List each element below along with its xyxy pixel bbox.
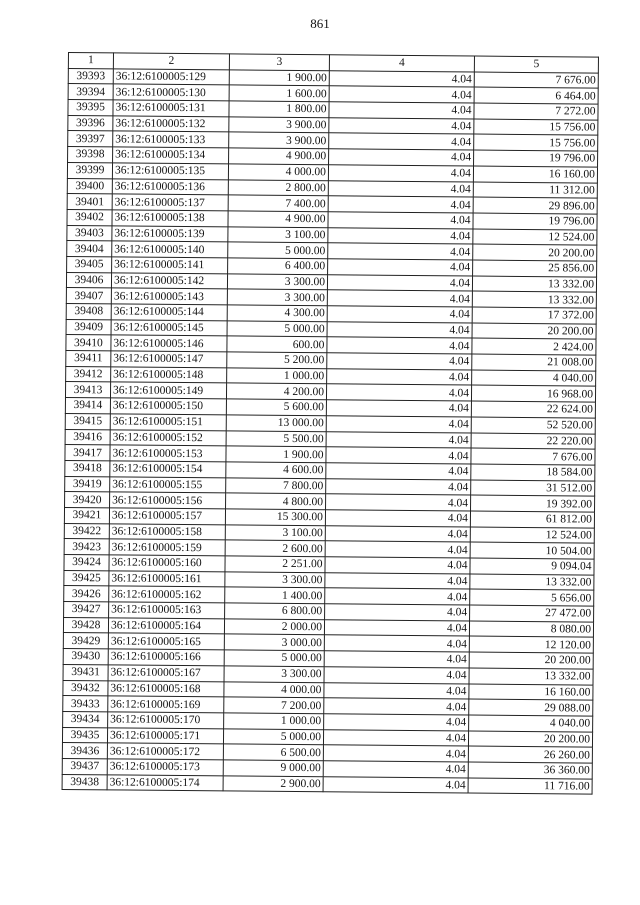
row-number-cell: 39409 <box>66 319 111 335</box>
row-number-cell: 39402 <box>67 209 112 225</box>
area-value-cell: 3 900.00 <box>229 132 329 149</box>
rate-value-cell: 4.04 <box>324 651 469 668</box>
row-number-cell: 39425 <box>64 570 109 586</box>
row-number-cell: 39406 <box>66 272 111 288</box>
rate-value-cell: 4.04 <box>326 384 471 401</box>
rate-value-cell: 4.04 <box>329 133 474 150</box>
cadastral-number-cell: 36:12:6100005:160 <box>109 555 225 572</box>
total-value-cell: 13 332.00 <box>472 291 596 308</box>
row-number-cell: 39414 <box>65 398 110 414</box>
rate-value-cell: 4.04 <box>324 714 469 731</box>
row-number-cell: 39400 <box>67 178 112 194</box>
total-value-cell: 20 200.00 <box>469 652 593 669</box>
rate-value-cell: 4.04 <box>325 604 470 621</box>
total-value-cell: 9 094.04 <box>470 558 594 575</box>
cadastral-number-cell: 36:12:6100005:168 <box>108 680 224 697</box>
total-value-cell: 12 524.00 <box>470 527 594 544</box>
row-number-cell: 39415 <box>65 413 110 429</box>
area-value-cell: 6 500.00 <box>223 744 323 761</box>
total-value-cell: 22 624.00 <box>471 401 595 418</box>
cadastral-number-cell: 36:12:6100005:165 <box>108 633 224 650</box>
total-value-cell: 20 200.00 <box>468 731 592 748</box>
cadastral-number-cell: 36:12:6100005:159 <box>109 539 225 556</box>
rate-value-cell: 4.04 <box>328 212 473 229</box>
cadastral-number-cell: 36:12:6100005:150 <box>110 398 226 415</box>
cadastral-number-cell: 36:12:6100005:144 <box>111 304 227 321</box>
row-number-cell: 39421 <box>64 507 109 523</box>
column-header-2: 2 <box>113 53 229 70</box>
cadastral-number-cell: 36:12:6100005:157 <box>109 508 225 525</box>
area-value-cell: 7 800.00 <box>226 477 326 494</box>
rate-value-cell: 4.04 <box>329 118 474 135</box>
area-value-cell: 4 900.00 <box>229 148 329 165</box>
area-value-cell: 4 900.00 <box>228 211 328 228</box>
area-value-cell: 2 800.00 <box>228 179 328 196</box>
total-value-cell: 29 896.00 <box>473 197 597 214</box>
cadastral-number-cell: 36:12:6100005:135 <box>112 163 228 180</box>
row-number-cell: 39412 <box>66 366 111 382</box>
row-number-cell: 39417 <box>65 445 110 461</box>
rate-value-cell: 4.04 <box>326 463 471 480</box>
area-value-cell: 1 900.00 <box>229 70 329 87</box>
total-value-cell: 52 520.00 <box>471 417 595 434</box>
cadastral-number-cell: 36:12:6100005:148 <box>111 367 227 384</box>
total-value-cell: 17 372.00 <box>472 307 596 324</box>
area-value-cell: 2 251.00 <box>225 556 325 573</box>
cadastral-number-cell: 36:12:6100005:142 <box>111 273 227 290</box>
cadastral-number-cell: 36:12:6100005:141 <box>112 257 228 274</box>
rate-value-cell: 4.04 <box>323 761 468 778</box>
area-value-cell: 1 400.00 <box>225 587 325 604</box>
rate-value-cell: 4.04 <box>325 557 470 574</box>
area-value-cell: 4 800.00 <box>226 493 326 510</box>
row-number-cell: 39407 <box>66 288 111 304</box>
cadastral-number-cell: 36:12:6100005:153 <box>110 445 226 462</box>
table-row <box>62 774 592 794</box>
total-value-cell: 20 200.00 <box>472 323 596 340</box>
cadastral-number-cell: 36:12:6100005:156 <box>110 492 226 509</box>
total-value-cell: 7 272.00 <box>474 103 598 120</box>
area-value-cell: 3 300.00 <box>224 666 324 683</box>
cadastral-number-cell: 36:12:6100005:146 <box>111 335 227 352</box>
row-number-cell: 39395 <box>68 100 113 116</box>
rate-value-cell: 4.04 <box>324 635 469 652</box>
cadastral-number-cell: 36:12:6100005:139 <box>112 225 228 242</box>
area-value-cell: 7 200.00 <box>224 697 324 714</box>
area-value-cell: 5 000.00 <box>228 242 328 259</box>
rate-value-cell: 4.04 <box>328 227 473 244</box>
rate-value-cell: 4.04 <box>324 620 469 637</box>
total-value-cell: 12 120.00 <box>469 636 593 653</box>
rate-value-cell: 4.04 <box>325 541 470 558</box>
row-number-cell: 39418 <box>65 460 110 476</box>
cadastral-number-cell: 36:12:6100005:154 <box>110 461 226 478</box>
rate-value-cell: 4.04 <box>325 572 470 589</box>
rate-value-cell: 4.04 <box>328 196 473 213</box>
row-number-cell: 39436 <box>62 743 107 759</box>
area-value-cell: 15 300.00 <box>225 509 325 526</box>
cadastral-number-cell: 36:12:6100005:130 <box>113 84 229 101</box>
rate-value-cell: 4.04 <box>325 525 470 542</box>
total-value-cell: 12 524.00 <box>473 229 597 246</box>
total-value-cell: 20 200.00 <box>473 244 597 261</box>
cadastral-number-cell: 36:12:6100005:161 <box>109 571 225 588</box>
area-value-cell: 4 000.00 <box>228 164 328 181</box>
total-value-cell: 27 472.00 <box>470 605 594 622</box>
cadastral-number-cell: 36:12:6100005:162 <box>109 586 225 603</box>
cadastral-number-cell: 36:12:6100005:169 <box>108 696 224 713</box>
area-value-cell: 5 000.00 <box>223 728 323 745</box>
total-value-cell: 4 040.00 <box>469 715 593 732</box>
area-value-cell: 4 000.00 <box>224 681 324 698</box>
row-number-cell: 39416 <box>65 429 110 445</box>
rate-value-cell: 4.04 <box>328 165 473 182</box>
rate-value-cell: 4.04 <box>323 776 468 793</box>
area-value-cell: 3 900.00 <box>229 117 329 134</box>
cadastral-number-cell: 36:12:6100005:132 <box>113 116 229 133</box>
total-value-cell: 15 756.00 <box>474 134 598 151</box>
total-value-cell: 21 008.00 <box>472 354 596 371</box>
cadastral-number-cell: 36:12:6100005:167 <box>108 665 224 682</box>
area-value-cell: 9 000.00 <box>223 760 323 777</box>
total-value-cell: 16 968.00 <box>471 385 595 402</box>
total-value-cell: 13 332.00 <box>470 574 594 591</box>
rate-value-cell: 4.04 <box>323 729 468 746</box>
cadastral-number-cell: 36:12:6100005:164 <box>108 618 224 635</box>
total-value-cell: 6 464.00 <box>474 87 598 104</box>
cadastral-number-cell: 36:12:6100005:138 <box>112 210 228 227</box>
area-value-cell: 1 000.00 <box>227 368 327 385</box>
row-number-cell: 39435 <box>62 727 107 743</box>
rate-value-cell: 4.04 <box>323 745 468 762</box>
rate-value-cell: 4.04 <box>327 353 472 370</box>
cadastral-number-cell: 36:12:6100005:151 <box>110 414 226 431</box>
cadastral-number-cell: 36:12:6100005:143 <box>111 288 227 305</box>
row-number-cell: 39423 <box>64 539 109 555</box>
rate-value-cell: 4.04 <box>327 306 472 323</box>
area-value-cell: 13 000.00 <box>226 415 326 432</box>
total-value-cell: 15 756.00 <box>474 119 598 136</box>
table-body <box>62 68 598 794</box>
row-number-cell: 39437 <box>62 758 107 774</box>
cadastral-number-cell: 36:12:6100005:134 <box>113 147 229 164</box>
cadastral-number-cell: 36:12:6100005:170 <box>108 712 224 729</box>
column-header-5: 5 <box>474 56 598 73</box>
row-number-cell: 39398 <box>68 147 113 163</box>
area-value-cell: 3 100.00 <box>225 525 325 542</box>
cadastral-number-cell: 36:12:6100005:171 <box>107 727 223 744</box>
total-value-cell: 8 080.00 <box>469 621 593 638</box>
total-value-cell: 2 424.00 <box>472 338 596 355</box>
area-value-cell: 2 600.00 <box>225 540 325 557</box>
rate-value-cell: 4.04 <box>327 274 472 291</box>
rate-value-cell: 4.04 <box>324 667 469 684</box>
area-value-cell: 1 600.00 <box>229 85 329 102</box>
row-number-cell: 39396 <box>68 115 113 131</box>
area-value-cell: 3 300.00 <box>227 274 327 291</box>
rate-value-cell: 4.04 <box>328 180 473 197</box>
rate-value-cell: 4.04 <box>325 510 470 527</box>
rate-value-cell: 4.04 <box>329 102 474 119</box>
row-number-cell: 39419 <box>65 476 110 492</box>
rate-value-cell: 4.04 <box>327 369 472 386</box>
rate-value-cell: 4.04 <box>328 243 473 260</box>
total-value-cell: 10 504.00 <box>470 542 594 559</box>
row-number-cell: 39397 <box>68 131 113 147</box>
total-value-cell: 29 088.00 <box>469 699 593 716</box>
column-header-1: 1 <box>68 53 113 69</box>
cadastral-number-cell: 36:12:6100005:155 <box>110 476 226 493</box>
area-value-cell: 4 300.00 <box>227 305 327 322</box>
row-number-cell: 39432 <box>63 680 108 696</box>
rate-value-cell: 4.04 <box>329 149 474 166</box>
area-value-cell: 7 400.00 <box>228 195 328 212</box>
row-number-cell: 39430 <box>63 649 108 665</box>
total-value-cell: 18 584.00 <box>471 464 595 481</box>
cadastral-number-cell: 36:12:6100005:158 <box>109 524 225 541</box>
total-value-cell: 19 392.00 <box>471 495 595 512</box>
total-value-cell: 4 040.00 <box>472 370 596 387</box>
row-number-cell: 39413 <box>65 382 110 398</box>
row-number-cell: 39410 <box>66 335 111 351</box>
row-number-cell: 39434 <box>63 711 108 727</box>
area-value-cell: 5 500.00 <box>226 430 326 447</box>
row-number-cell: 39411 <box>66 351 111 367</box>
area-value-cell: 5 600.00 <box>226 399 326 416</box>
column-header-4: 4 <box>329 55 474 72</box>
total-value-cell: 13 332.00 <box>469 668 593 685</box>
row-number-cell: 39424 <box>64 554 109 570</box>
data-table <box>62 52 599 795</box>
row-number-cell: 39403 <box>67 225 112 241</box>
area-value-cell: 4 200.00 <box>226 383 326 400</box>
column-header-3: 3 <box>229 54 329 71</box>
area-value-cell: 4 600.00 <box>226 462 326 479</box>
rate-value-cell: 4.04 <box>326 478 471 495</box>
area-value-cell: 3 300.00 <box>227 289 327 306</box>
rate-value-cell: 4.04 <box>329 70 474 87</box>
area-value-cell: 6 800.00 <box>225 603 325 620</box>
total-value-cell: 19 796.00 <box>473 213 597 230</box>
total-value-cell: 16 160.00 <box>473 166 597 183</box>
cadastral-number-cell: 36:12:6100005:163 <box>109 602 225 619</box>
total-value-cell: 7 676.00 <box>471 448 595 465</box>
cadastral-number-cell: 36:12:6100005:152 <box>110 429 226 446</box>
area-value-cell: 3 000.00 <box>224 634 324 651</box>
cadastral-number-cell: 36:12:6100005:147 <box>111 351 227 368</box>
rate-value-cell: 4.04 <box>324 682 469 699</box>
cadastral-number-cell: 36:12:6100005:136 <box>112 178 228 195</box>
total-value-cell: 11 716.00 <box>468 778 592 795</box>
area-value-cell: 1 800.00 <box>229 101 329 118</box>
rate-value-cell: 4.04 <box>325 588 470 605</box>
total-value-cell: 11 312.00 <box>473 182 597 199</box>
rate-value-cell: 4.04 <box>326 447 471 464</box>
row-number-cell: 39433 <box>63 696 108 712</box>
total-value-cell: 13 332.00 <box>472 276 596 293</box>
total-value-cell: 22 220.00 <box>471 433 595 450</box>
cadastral-number-cell: 36:12:6100005:133 <box>113 131 229 148</box>
rate-value-cell: 4.04 <box>326 416 471 433</box>
area-value-cell: 2 000.00 <box>224 619 324 636</box>
total-value-cell: 36 360.00 <box>468 762 592 779</box>
rate-value-cell: 4.04 <box>326 431 471 448</box>
cadastral-number-cell: 36:12:6100005:174 <box>107 774 223 791</box>
rate-value-cell: 4.04 <box>326 400 471 417</box>
area-value-cell: 5 200.00 <box>227 352 327 369</box>
cadastral-number-cell: 36:12:6100005:137 <box>112 194 228 211</box>
row-number-cell: 39420 <box>65 492 110 508</box>
area-value-cell: 1 900.00 <box>226 446 326 463</box>
cadastral-number-cell: 36:12:6100005:129 <box>113 69 229 86</box>
area-value-cell: 1 000.00 <box>224 713 324 730</box>
rate-value-cell: 4.04 <box>329 86 474 103</box>
data-table-container <box>62 52 599 795</box>
rate-value-cell: 4.04 <box>326 494 471 511</box>
rate-value-cell: 4.04 <box>327 337 472 354</box>
cadastral-number-cell: 36:12:6100005:131 <box>113 100 229 117</box>
total-value-cell: 25 856.00 <box>473 260 597 277</box>
rate-value-cell: 4.04 <box>327 290 472 307</box>
row-number-cell: 39426 <box>64 586 109 602</box>
total-value-cell: 61 812.00 <box>470 511 594 528</box>
cadastral-number-cell: 36:12:6100005:145 <box>111 320 227 337</box>
rate-value-cell: 4.04 <box>327 321 472 338</box>
page-number: 861 <box>310 16 330 31</box>
total-value-cell: 31 512.00 <box>471 480 595 497</box>
row-number-cell: 39429 <box>63 633 108 649</box>
row-number-cell: 39422 <box>64 523 109 539</box>
row-number-cell: 39408 <box>66 303 111 319</box>
total-value-cell: 7 676.00 <box>474 72 598 89</box>
rate-value-cell: 4.04 <box>324 698 469 715</box>
cadastral-number-cell: 36:12:6100005:166 <box>108 649 224 666</box>
cadastral-number-cell: 36:12:6100005:140 <box>112 241 228 258</box>
row-number-cell: 39427 <box>64 602 109 618</box>
row-number-cell: 39428 <box>63 617 108 633</box>
area-value-cell: 600.00 <box>227 336 327 353</box>
row-number-cell: 39405 <box>67 256 112 272</box>
row-number-cell: 39399 <box>67 162 112 178</box>
rate-value-cell: 4.04 <box>328 259 473 276</box>
total-value-cell: 19 796.00 <box>474 150 598 167</box>
cadastral-number-cell: 36:12:6100005:149 <box>110 382 226 399</box>
total-value-cell: 16 160.00 <box>469 684 593 701</box>
area-value-cell: 3 100.00 <box>228 226 328 243</box>
row-number-cell: 39394 <box>68 84 113 100</box>
area-value-cell: 6 400.00 <box>228 258 328 275</box>
row-number-cell: 39431 <box>63 664 108 680</box>
row-number-cell: 39438 <box>62 774 107 790</box>
total-value-cell: 26 260.00 <box>468 746 592 763</box>
cadastral-number-cell: 36:12:6100005:173 <box>107 759 223 776</box>
area-value-cell: 3 300.00 <box>225 572 325 589</box>
area-value-cell: 5 000.00 <box>224 650 324 667</box>
row-number-cell: 39401 <box>67 194 112 210</box>
area-value-cell: 5 000.00 <box>227 321 327 338</box>
row-number-cell: 39404 <box>67 241 112 257</box>
area-value-cell: 2 900.00 <box>223 776 323 793</box>
total-value-cell: 5 656.00 <box>470 589 594 606</box>
row-number-cell: 39393 <box>68 68 113 84</box>
cadastral-number-cell: 36:12:6100005:172 <box>107 743 223 760</box>
